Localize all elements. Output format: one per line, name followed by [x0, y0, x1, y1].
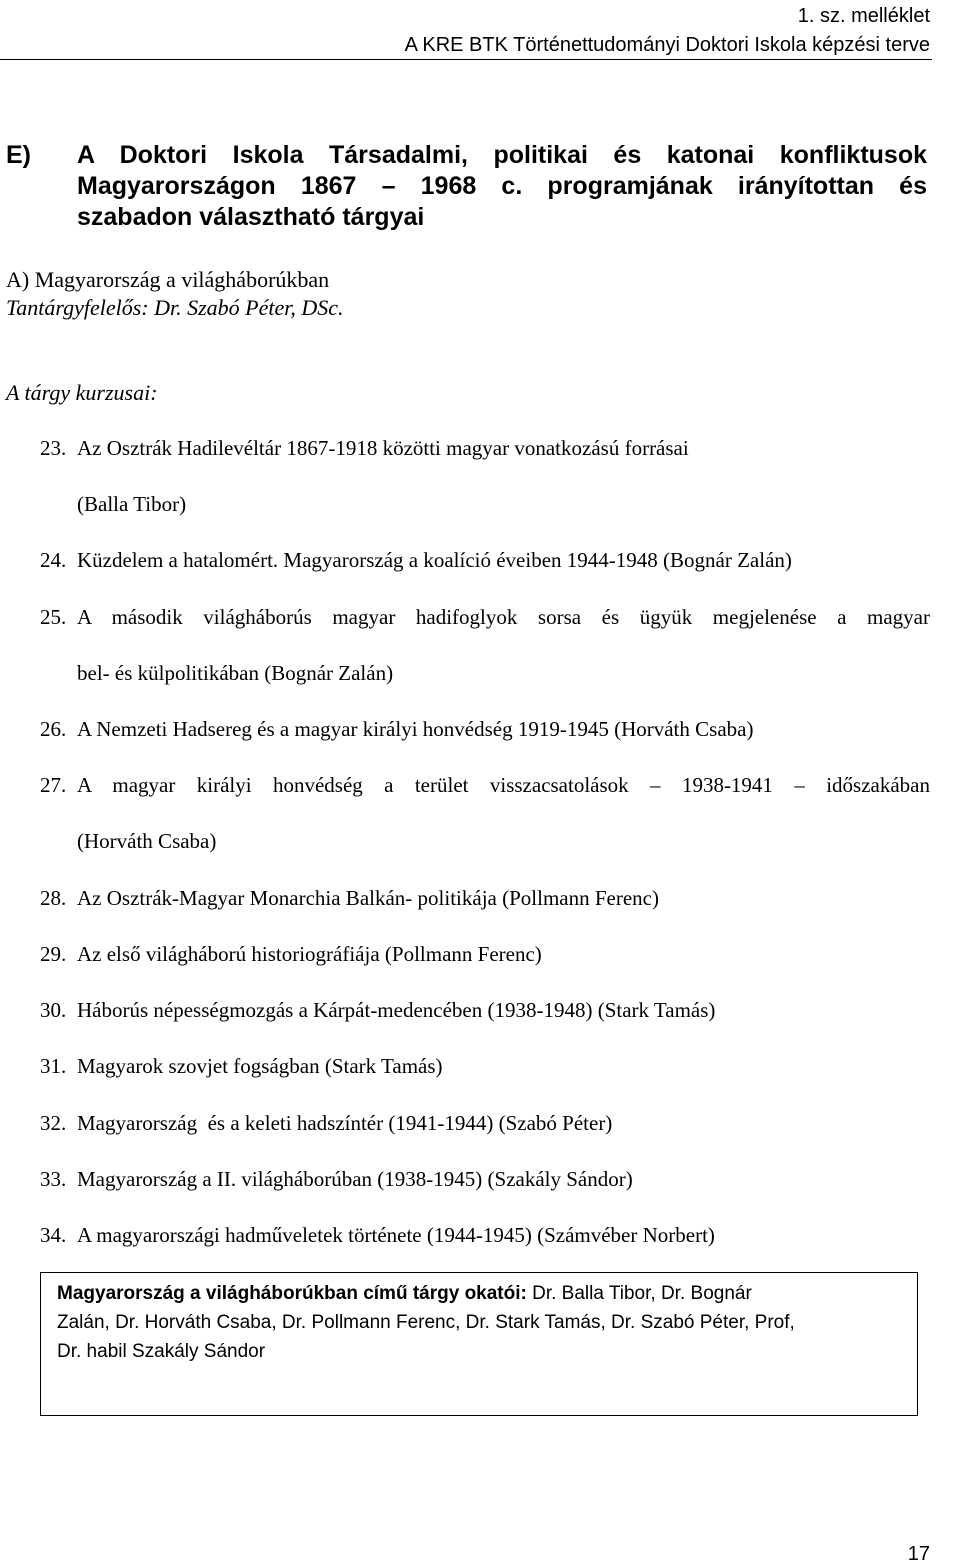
course-title: A Nemzeti Hadsereg és a magyar királyi honvédség 1919-1945 (Horváth Csaba): [77, 717, 754, 741]
instructors-names-3: Dr. habil Szakály Sándor: [57, 1341, 266, 1362]
course-number: 33.: [40, 1167, 67, 1191]
course-number: 23.: [40, 436, 67, 460]
course-item: [40, 1052, 930, 1080]
course-title: Az Osztrák-Magyar Monarchia Balkán- politikája (Pollmann Ferenc): [77, 886, 659, 910]
page-header: [405, 2, 930, 60]
course-title: Magyarország és a keleti hadszíntér (1941-1944) (Szabó Péter): [77, 1111, 613, 1135]
course-number: 25.: [40, 605, 67, 629]
course-title: Magyarok szovjet fogságban (Stark Tamás): [77, 1054, 443, 1078]
course-title: A magyar királyi honvédség a terület visszacsatolások – 1938-1941 – időszakában: [77, 773, 930, 797]
course-item: [40, 1165, 930, 1193]
course-number: 32.: [40, 1111, 67, 1135]
course-title: Küzdelem a hatalomért. Magyarország a koalíció éveiben 1944-1948 (Bognár Zalán): [77, 548, 792, 572]
instructors-text: [57, 1279, 917, 1366]
subject-title: A) Magyarország a világháborúkban: [6, 267, 330, 292]
course-title-continued: (Balla Tibor): [77, 492, 187, 516]
header-annex-label: 1. sz. melléklet: [797, 5, 930, 27]
course-number: 28.: [40, 886, 67, 910]
section-title-line-3: szabadon választható tárgyai: [77, 203, 425, 231]
course-number: 26.: [40, 717, 67, 741]
instructors-label: Magyarország a világháborúkban című tárgy okatói:: [57, 1283, 527, 1304]
course-item: [40, 884, 930, 912]
page-number: 17: [907, 1543, 930, 1565]
course-number: 31.: [40, 1054, 67, 1078]
course-title: Az Osztrák Hadilevéltár 1867-1918 közötti magyar vonatkozású forrásai: [77, 436, 689, 460]
course-number: 30.: [40, 998, 67, 1022]
course-item: [40, 434, 930, 516]
course-title-continued: bel- és külpolitikában (Bognár Zalán): [77, 661, 394, 685]
course-item: [40, 996, 930, 1024]
courses-label: A tárgy kurzusai:: [6, 380, 158, 405]
course-title: A magyarországi hadműveletek története (1944-1945) (Számvéber Norbert): [77, 1223, 715, 1247]
subject-owner: Tantárgyfelelős: Dr. Szabó Péter, DSc.: [6, 295, 344, 320]
course-title: A második világháborús magyar hadifoglyok sorsa és ügyük megjelenése a magyar: [77, 605, 930, 629]
section-title-line-2: Magyarországon 1867 – 1968 c. programjának irányítottan és: [77, 172, 927, 200]
course-number: 24.: [40, 548, 67, 572]
header-divider: [0, 59, 932, 60]
course-item: [40, 940, 930, 968]
instructors-names-2: Zalán, Dr. Horváth Csaba, Dr. Pollmann Ferenc, Dr. Stark Tamás, Dr. Szabó Péter, Prof,: [57, 1312, 795, 1333]
course-title-continued: (Horváth Csaba): [77, 829, 217, 853]
course-item: [40, 603, 930, 685]
course-item: [40, 546, 930, 574]
instructors-box: [40, 1272, 918, 1416]
course-number: 27.: [40, 773, 67, 797]
course-title: Háborús népességmozgás a Kárpát-medencében (1938-1948) (Stark Tamás): [77, 998, 716, 1022]
section-marker: E): [6, 141, 31, 169]
course-item: [40, 771, 930, 853]
course-number: 34.: [40, 1223, 67, 1247]
course-item: [40, 715, 930, 743]
course-number: 29.: [40, 942, 67, 966]
header-document-title: A KRE BTK Történettudományi Doktori Iskola képzési terve: [404, 34, 930, 56]
instructors-names-1: Dr. Balla Tibor, Dr. Bognár: [526, 1283, 752, 1304]
section-title-line-1: A Doktori Iskola Társadalmi, politikai és katonai konfliktusok: [77, 141, 927, 169]
course-title: Magyarország a II. világháborúban (1938-1945) (Szakály Sándor): [77, 1167, 633, 1191]
course-item: [40, 1221, 930, 1249]
course-title: Az első világháború historiográfiája (Pollmann Ferenc): [77, 942, 542, 966]
course-item: [40, 1109, 930, 1137]
